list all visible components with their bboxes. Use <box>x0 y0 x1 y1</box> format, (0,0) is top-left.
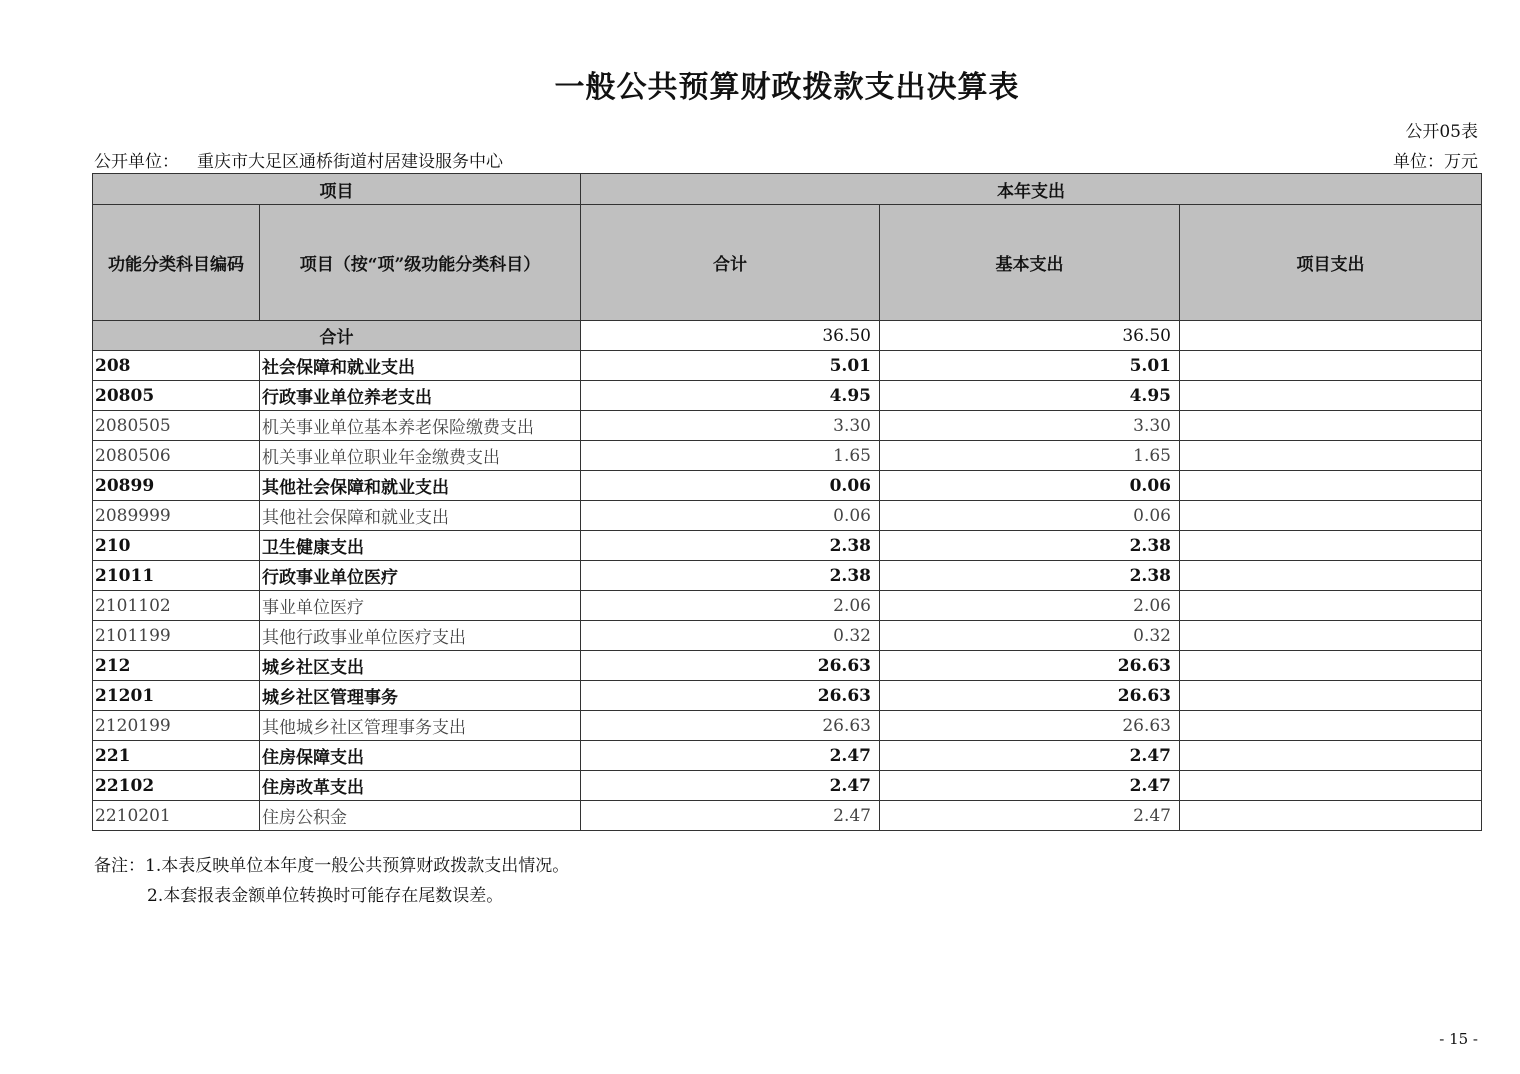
row-basic: 0.06 <box>880 501 1180 531</box>
table-row <box>93 471 1482 501</box>
table-row <box>93 741 1482 771</box>
row-name: 卫生健康支出 <box>260 531 581 561</box>
page-number: - 15 - <box>1439 1030 1478 1048</box>
row-code: 2089999 <box>93 501 260 531</box>
header-total: 合计 <box>581 205 880 321</box>
table-row <box>93 681 1482 711</box>
table-row <box>93 441 1482 471</box>
row-code: 221 <box>93 741 260 771</box>
total-amount: 36.50 <box>581 321 880 351</box>
row-code: 208 <box>93 351 260 381</box>
row-basic: 26.63 <box>880 651 1180 681</box>
row-name: 社会保障和就业支出 <box>260 351 581 381</box>
header-basic: 基本支出 <box>880 205 1180 321</box>
note-line-1: 备注：1.本表反映单位本年度一般公共预算财政拨款支出情况。 <box>94 856 570 876</box>
row-project <box>1180 561 1482 591</box>
table-row <box>93 711 1482 741</box>
row-basic: 2.38 <box>880 561 1180 591</box>
row-total: 26.63 <box>581 651 880 681</box>
row-basic: 26.63 <box>880 711 1180 741</box>
notes <box>94 851 569 911</box>
row-name: 住房改革支出 <box>260 771 581 801</box>
total-label: 合计 <box>93 321 581 351</box>
row-name: 行政事业单位医疗 <box>260 561 581 591</box>
row-total: 2.47 <box>581 771 880 801</box>
row-project <box>1180 591 1482 621</box>
row-basic: 2.47 <box>880 801 1180 831</box>
row-code: 20899 <box>93 471 260 501</box>
total-row <box>93 321 1482 351</box>
row-total: 1.65 <box>581 441 880 471</box>
row-total: 0.32 <box>581 621 880 651</box>
row-name: 机关事业单位基本养老保险缴费支出 <box>260 411 581 441</box>
row-project <box>1180 771 1482 801</box>
header-project: 项目 <box>93 174 581 205</box>
expenditure-table <box>92 173 1482 831</box>
row-code: 210 <box>93 531 260 561</box>
row-total: 0.06 <box>581 501 880 531</box>
header-current-year: 本年支出 <box>581 174 1482 205</box>
row-code: 2120199 <box>93 711 260 741</box>
row-name: 其他社会保障和就业支出 <box>260 501 581 531</box>
row-project <box>1180 471 1482 501</box>
row-project <box>1180 801 1482 831</box>
row-project <box>1180 711 1482 741</box>
row-total: 5.01 <box>581 351 880 381</box>
page-title: 一般公共预算财政拨款支出决算表 <box>554 70 1020 105</box>
row-name: 其他社会保障和就业支出 <box>260 471 581 501</box>
row-code: 2080506 <box>93 441 260 471</box>
row-basic: 26.63 <box>880 681 1180 711</box>
row-project <box>1180 651 1482 681</box>
row-total: 2.06 <box>581 591 880 621</box>
header-project-expenditure: 项目支出 <box>1180 205 1482 321</box>
row-project <box>1180 681 1482 711</box>
row-basic: 2.47 <box>880 771 1180 801</box>
table-row <box>93 591 1482 621</box>
row-name: 城乡社区支出 <box>260 651 581 681</box>
row-name: 事业单位医疗 <box>260 591 581 621</box>
unit-label: 公开单位： <box>94 152 179 172</box>
row-name: 城乡社区管理事务 <box>260 681 581 711</box>
row-project <box>1180 351 1482 381</box>
table-row <box>93 531 1482 561</box>
row-name: 住房保障支出 <box>260 741 581 771</box>
table-row <box>93 381 1482 411</box>
row-total: 3.30 <box>581 411 880 441</box>
table-row <box>93 651 1482 681</box>
row-total: 26.63 <box>581 681 880 711</box>
row-project <box>1180 501 1482 531</box>
table-row <box>93 621 1482 651</box>
row-basic: 0.32 <box>880 621 1180 651</box>
row-project <box>1180 621 1482 651</box>
row-project <box>1180 381 1482 411</box>
row-project <box>1180 741 1482 771</box>
row-basic: 5.01 <box>880 351 1180 381</box>
total-project <box>1180 321 1482 351</box>
row-basic: 2.38 <box>880 531 1180 561</box>
row-total: 2.47 <box>581 801 880 831</box>
row-name: 其他行政事业单位医疗支出 <box>260 621 581 651</box>
row-project <box>1180 411 1482 441</box>
row-basic: 1.65 <box>880 441 1180 471</box>
total-basic: 36.50 <box>880 321 1180 351</box>
table-row <box>93 411 1482 441</box>
table-row <box>93 561 1482 591</box>
header-item: 项目（按“项”级功能分类科目） <box>260 205 581 321</box>
row-code: 212 <box>93 651 260 681</box>
row-name: 机关事业单位职业年金缴费支出 <box>260 441 581 471</box>
row-code: 21201 <box>93 681 260 711</box>
currency-unit: 单位：万元 <box>1393 152 1478 172</box>
table-row <box>93 801 1482 831</box>
table-row <box>93 501 1482 531</box>
reporting-unit <box>94 147 503 172</box>
row-code: 20805 <box>93 381 260 411</box>
row-basic: 4.95 <box>880 381 1180 411</box>
row-project <box>1180 531 1482 561</box>
row-total: 0.06 <box>581 471 880 501</box>
row-basic: 2.06 <box>880 591 1180 621</box>
note-line-2: 2.本套报表金额单位转换时可能存在尾数误差。 <box>147 886 504 906</box>
header-row-2 <box>93 205 1482 321</box>
row-name: 住房公积金 <box>260 801 581 831</box>
row-name: 其他城乡社区管理事务支出 <box>260 711 581 741</box>
row-total: 2.47 <box>581 741 880 771</box>
row-code: 2080505 <box>93 411 260 441</box>
row-total: 2.38 <box>581 531 880 561</box>
row-code: 2101199 <box>93 621 260 651</box>
header-code: 功能分类科目编码 <box>93 205 260 321</box>
row-code: 2101102 <box>93 591 260 621</box>
row-project <box>1180 441 1482 471</box>
table-row <box>93 351 1482 381</box>
row-total: 26.63 <box>581 711 880 741</box>
form-number: 公开05表 <box>1405 122 1478 142</box>
header-row-1 <box>93 174 1482 205</box>
row-code: 21011 <box>93 561 260 591</box>
row-total: 4.95 <box>581 381 880 411</box>
row-basic: 3.30 <box>880 411 1180 441</box>
row-name: 行政事业单位养老支出 <box>260 381 581 411</box>
row-total: 2.38 <box>581 561 880 591</box>
row-basic: 0.06 <box>880 471 1180 501</box>
table-row <box>93 771 1482 801</box>
unit-name: 重庆市大足区通桥街道村居建设服务中心 <box>197 152 503 172</box>
row-basic: 2.47 <box>880 741 1180 771</box>
row-code: 22102 <box>93 771 260 801</box>
row-code: 2210201 <box>93 801 260 831</box>
